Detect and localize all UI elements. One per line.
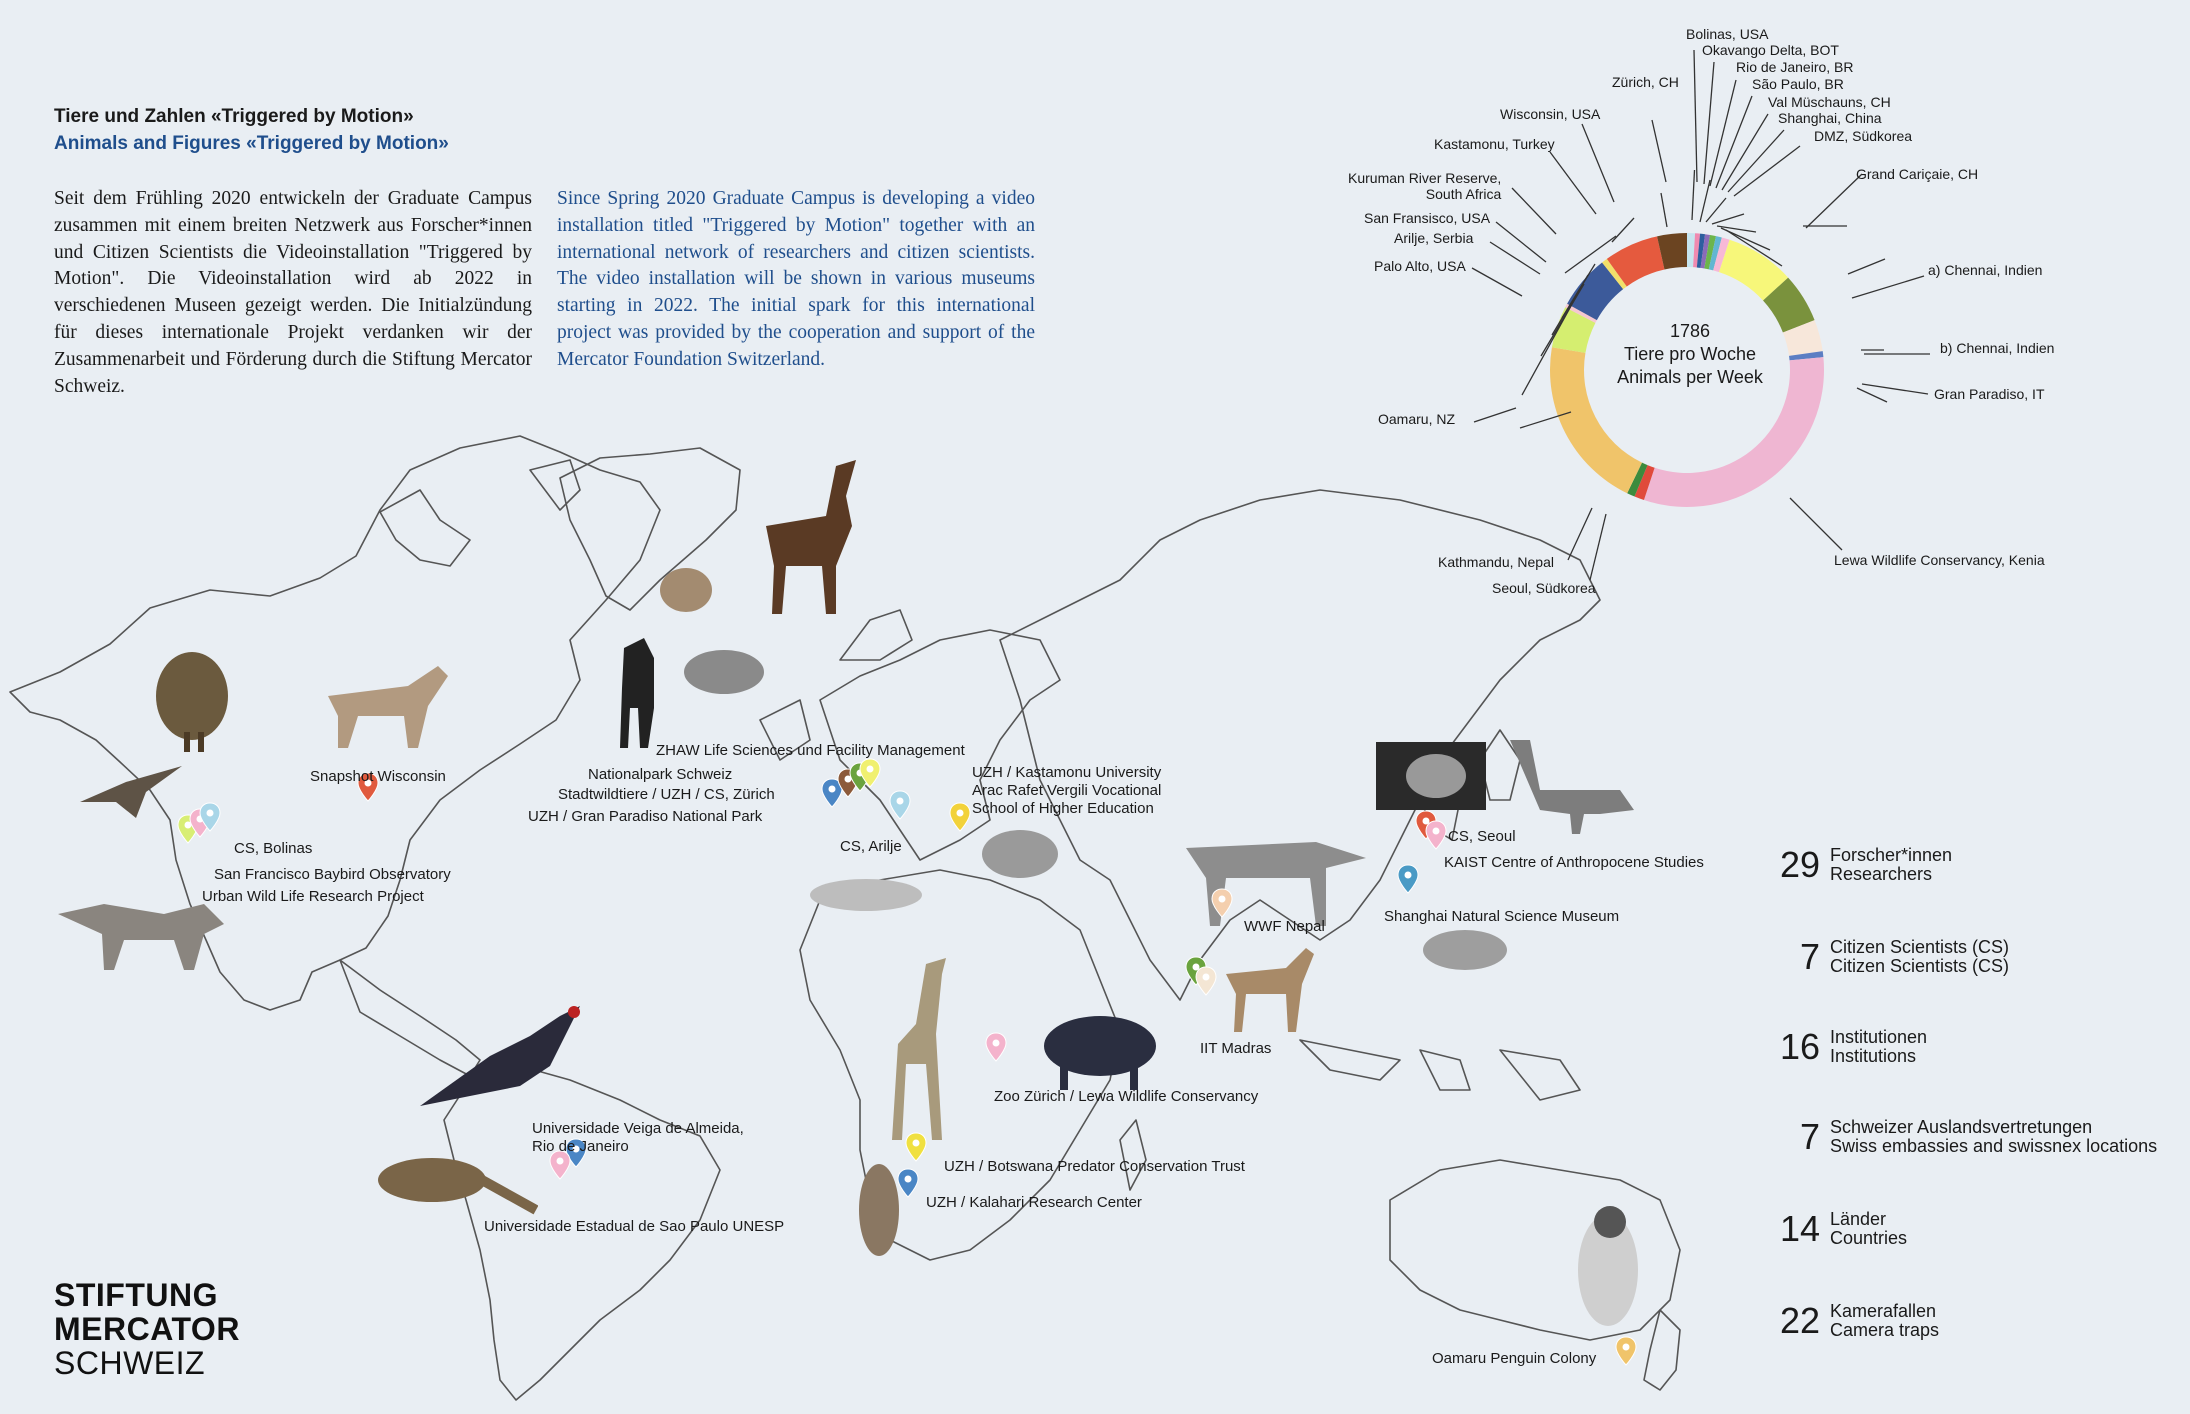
chamois-animal-image — [614, 628, 664, 750]
stat-label-en: Countries — [1830, 1228, 1908, 1248]
map-label-stadtwildtiere: Stadtwildtiere / UZH / CS, Zürich — [558, 786, 775, 803]
donut-label-zurich: Zürich, CH — [1612, 74, 1679, 90]
map-pin-icon — [897, 1168, 919, 1198]
donut-label-okavango: Okavango Delta, BOT — [1702, 42, 1839, 58]
map-label-kaist: KAIST Centre of Anthropocene Studies — [1444, 854, 1704, 871]
donut-label-kathmandu: Kathmandu, Nepal — [1438, 554, 1554, 570]
donut-label-wisconsin: Wisconsin, USA — [1500, 106, 1601, 122]
map-label-cs-arilje: CS, Arilje — [840, 838, 902, 855]
donut-label-chennai-b: b) Chennai, Indien — [1940, 340, 2055, 356]
stat-label — [1830, 1028, 1927, 1066]
stat-institutions — [1760, 1024, 2180, 1070]
logo-line-1: STIFTUNG — [54, 1277, 218, 1313]
donut-label-lewa: Lewa Wildlife Conservancy, Kenia — [1834, 552, 2045, 568]
donut-label-kuruman — [1348, 170, 1501, 202]
spotted-deer-animal-image — [1216, 944, 1320, 1036]
ferret-animal-image — [806, 870, 926, 920]
stat-value: 16 — [1779, 1026, 1820, 1067]
page-title-en: Animals and Figures «Triggered by Motion» — [54, 133, 449, 154]
map-label-unesp: Universidade Estadual de Sao Paulo UNESP — [484, 1218, 785, 1235]
stat-label-en: Camera traps — [1830, 1320, 1940, 1340]
bear-cub-animal-image — [1376, 742, 1486, 810]
map-label-univ-veiga — [532, 1120, 744, 1156]
stat-label-en: Swiss embassies and swissnex locations — [1830, 1136, 2158, 1156]
donut-label-grandcaricaie: Grand Cariçaie, CH — [1856, 166, 1979, 182]
map-label-uzh-kastamonu-2: Arac Rafet Vergili Vocational — [972, 782, 1162, 799]
donut-label-dmz: DMZ, Südkorea — [1814, 128, 1913, 144]
donut-label-bolinas: Bolinas, USA — [1686, 26, 1769, 42]
stat-label-de: Länder — [1830, 1209, 1887, 1229]
stat-label-de: Forscher*innen — [1830, 845, 1953, 865]
map-pin-icon — [1615, 1336, 1637, 1366]
donut-label-granparadiso: Gran Paradiso, IT — [1934, 386, 2045, 402]
stat-label — [1830, 846, 1952, 884]
crane-animal-image — [1500, 730, 1636, 834]
stat-label — [1830, 1118, 2157, 1156]
coati-animal-image — [372, 1150, 538, 1218]
penguin-animal-image — [1548, 1200, 1664, 1330]
guan-bird-animal-image — [410, 996, 586, 1120]
donut-label-arilje: Arilje, Serbia — [1394, 230, 1474, 246]
donut-label-saopaulo: São Paulo, BR — [1752, 76, 1844, 92]
stat-value: 7 — [1799, 1116, 1820, 1157]
donut-label-rio: Rio de Janeiro, BR — [1736, 59, 1854, 75]
map-label-zoo-lewa: Zoo Zürich / Lewa Wildlife Conservancy — [994, 1088, 1259, 1105]
map-label-cs-seoul: CS, Seoul — [1448, 828, 1516, 845]
map-label-shanghai-museum: Shanghai Natural Science Museum — [1384, 908, 1620, 925]
map-pin-icon — [949, 802, 971, 832]
stat-citizen-scientists — [1760, 934, 2180, 980]
map-label-sf-baybird: San Francisco Baybird Observatory — [214, 866, 451, 883]
map-pin-icon — [1425, 820, 1447, 850]
lynx-animal-image — [978, 820, 1062, 890]
donut-label-oamaru: Oamaru, NZ — [1378, 411, 1456, 427]
stat-label-de: Institutionen — [1830, 1027, 1928, 1047]
map-pin-icon — [1397, 864, 1419, 894]
stat-label-de: Citizen Scientists (CS) — [1830, 937, 2010, 957]
badger-animal-image — [680, 644, 768, 700]
stat-researchers — [1760, 842, 2180, 888]
stat-value: 7 — [1799, 936, 1820, 977]
map-pin-icon — [905, 1132, 927, 1162]
page-title-de: Tiere und Zahlen «Triggered by Motion» — [54, 106, 414, 127]
giraffe-animal-image — [876, 954, 962, 1144]
map-pin-icon — [859, 758, 881, 788]
donut-label-kuruman-1: Kuruman River Reserve, — [1348, 170, 1502, 186]
logo-line-2: MERCATOR — [54, 1311, 240, 1347]
donut-label-kastamonu: Kastamonu, Turkey — [1434, 136, 1555, 152]
donut-total: 1786 — [1669, 321, 1711, 341]
map-label-cs-bolinas: CS, Bolinas — [234, 840, 313, 857]
map-label-oamaru-penguin: Oamaru Penguin Colony — [1432, 1350, 1597, 1367]
buffalo-animal-image — [1020, 1006, 1160, 1092]
map-label-iit-madras: IIT Madras — [1200, 1040, 1272, 1057]
turkey-animal-image — [148, 636, 236, 754]
meerkat-animal-image — [856, 1150, 902, 1260]
map-pin-icon — [199, 802, 221, 832]
stat-label — [1830, 1210, 1907, 1248]
donut-label-paloalto: Palo Alto, USA — [1374, 258, 1466, 274]
stat-label — [1830, 1302, 1939, 1340]
logo-line-3: SCHWEIZ — [54, 1345, 206, 1381]
map-label-uzh-kastamonu-1: UZH / Kastamonu University — [972, 764, 1162, 781]
map-label-univ-veiga-1: Universidade Veiga de Almeida, — [532, 1120, 744, 1137]
map-label-uzh-kastamonu — [972, 764, 1161, 818]
stat-countries — [1760, 1206, 2180, 1252]
stat-camera-traps — [1760, 1298, 2180, 1344]
map-label-urban-wildlife: Urban Wild Life Research Project — [202, 888, 424, 905]
map-pin-icon — [1211, 888, 1233, 918]
donut-label-en: Animals per Week — [1617, 367, 1763, 387]
donut-label-de: Tiere pro Woche — [1623, 344, 1757, 364]
stat-label-de: Kamerafallen — [1830, 1301, 1937, 1321]
map-label-uzh-kastamonu-3: School of Higher Education — [972, 800, 1154, 817]
stiftung-mercator-logo — [54, 1278, 240, 1380]
tiger-animal-image — [1176, 818, 1372, 930]
map-label-uzh-kalahari: UZH / Kalahari Research Center — [926, 1194, 1142, 1211]
stat-label-en: Researchers — [1830, 864, 1933, 884]
map-pin-icon — [1195, 966, 1217, 996]
map-pin-icon — [985, 1032, 1007, 1062]
map-pin-icon — [889, 790, 911, 820]
map-label-uzh-botswana: UZH / Botswana Predator Conservation Trust — [944, 1158, 1245, 1175]
intro-text-en: Since Spring 2020 Graduate Campus is developing a video installation titled "Triggered by Motion" together with an international network of researchers and citizen scientists. The video installation will be shown in various museums starting in 2022. The initial spark for this international project was provided by the cooperation and support of the Mercator Foundation Switzerland. — [557, 188, 1035, 370]
stat-label-en: Citizen Scientists (CS) — [1830, 956, 2010, 976]
raccoon-dog-animal-image — [1420, 926, 1510, 974]
donut-label-seoul: Seoul, Südkorea — [1492, 580, 1596, 596]
hawk-animal-image — [76, 762, 186, 822]
stat-value: 14 — [1779, 1208, 1820, 1249]
stat-label-de: Schweizer Auslandsvertretungen — [1830, 1117, 2093, 1137]
map-label-nationalpark: Nationalpark Schweiz — [588, 766, 733, 783]
map-label-univ-veiga-2: Rio de Janeiro — [532, 1138, 629, 1155]
donut-center-text — [1590, 320, 1790, 389]
map-label-uzh-granparadiso: UZH / Gran Paradiso National Park — [528, 808, 763, 825]
stat-label — [1830, 938, 2009, 976]
map-label-zhaw: ZHAW Life Sciences und Facility Management — [656, 742, 965, 759]
donut-label-chennai-a: a) Chennai, Indien — [1928, 262, 2043, 278]
intro-text-de: Seit dem Frühling 2020 entwickeln der Graduate Campus zusammen mit einem breiten Netzwerk aus Forscher*innen und Citizen Scientists die Videoinstallation "Triggered by Motion". Die Videoinstallation wird ab 2022 in verschiedenen Museen gezeigt werden. Die Initialzündung für dieses internationale Projekt verdanken wir der Zusammenarbeit und Förderung durch die Stiftung Mercator Schweiz. — [54, 188, 532, 397]
stat-label-en: Institutions — [1830, 1046, 1917, 1066]
stat-value: 22 — [1779, 1300, 1820, 1341]
stat-embassies — [1760, 1114, 2180, 1160]
wild-boar-piglet-animal-image — [656, 556, 716, 622]
deer-animal-image — [308, 636, 458, 752]
donut-label-kuruman-2: South Africa — [1425, 186, 1502, 202]
map-label-snapshot-wisconsin: Snapshot Wisconsin — [310, 768, 446, 785]
red-deer-animal-image — [756, 456, 862, 618]
donut-label-shanghai: Shanghai, China — [1778, 110, 1882, 126]
donut-label-valmuschauns: Val Müschauns, CH — [1768, 94, 1891, 110]
stat-value: 29 — [1779, 844, 1820, 885]
donut-label-sanfrancisco: San Fransisco, USA — [1364, 210, 1491, 226]
map-label-wwf-nepal: WWF Nepal — [1244, 918, 1325, 935]
